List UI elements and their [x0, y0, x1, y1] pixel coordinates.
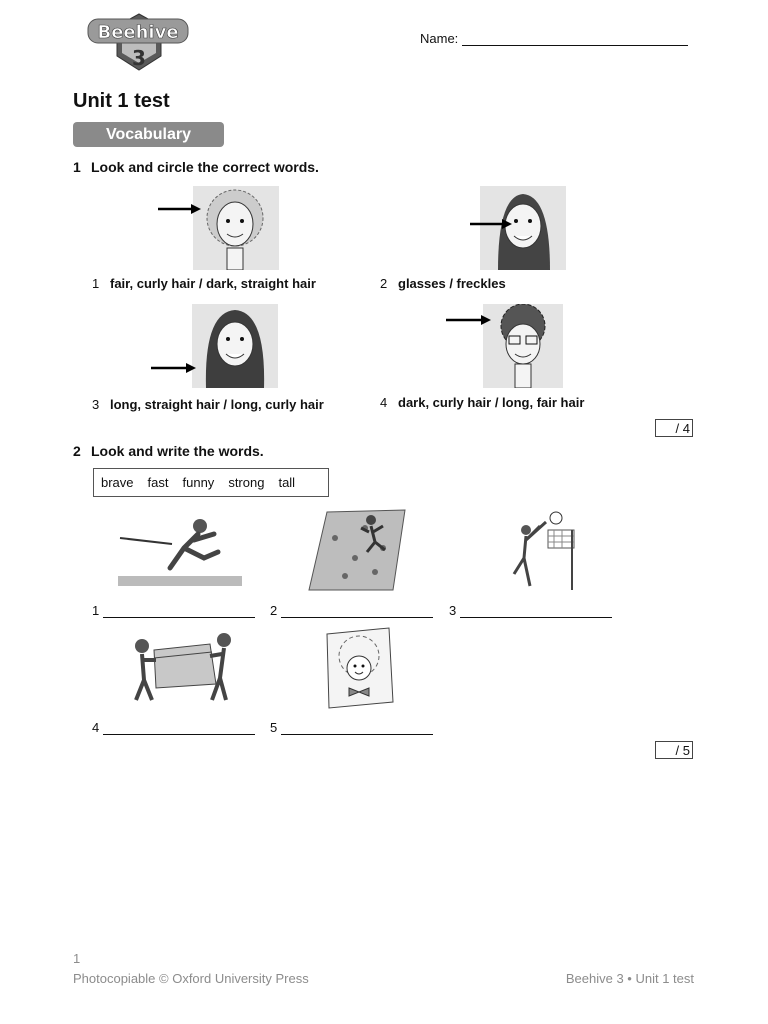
copyright-notice: Photocopiable © Oxford University Press: [73, 971, 309, 986]
exercise-instruction: Look and write the words.: [91, 443, 264, 459]
logo-wordmark: Beehive: [97, 22, 179, 43]
exercise-1-item-4[interactable]: [380, 395, 584, 410]
curly-hair-girl-picture: [155, 186, 279, 270]
answer-number: 1: [92, 603, 100, 618]
exercise-2-score[interactable]: / 5: [655, 741, 693, 759]
answer-4[interactable]: [92, 720, 255, 735]
item-options[interactable]: long, straight hair / long, curly hair: [110, 397, 324, 412]
freckles-girl-picture: [468, 186, 566, 270]
item-options[interactable]: fair, curly hair / dark, straight hair: [110, 276, 316, 291]
book-reference: Beehive 3 • Unit 1 test: [565, 971, 694, 986]
funny-face-drawing-picture: [323, 624, 395, 710]
answer-line[interactable]: [103, 720, 255, 735]
exercise-2-heading: [73, 443, 264, 459]
answer-number: 5: [270, 720, 278, 735]
answer-line[interactable]: [460, 603, 612, 618]
answer-3[interactable]: [449, 603, 612, 618]
answer-number: 4: [92, 720, 100, 735]
answer-line[interactable]: [281, 603, 433, 618]
exercise-1-score[interactable]: / 4: [655, 419, 693, 437]
word-bank-word: strong: [228, 475, 265, 490]
section-badge: Vocabulary: [73, 122, 224, 147]
page-title: Unit 1 test: [73, 90, 170, 112]
running-girl-picture: [118, 512, 242, 588]
curly-hair-boy-picture: [445, 304, 565, 388]
answer-line[interactable]: [103, 603, 255, 618]
logo-level: 3: [132, 46, 146, 70]
name-write-line[interactable]: [462, 31, 688, 46]
word-bank-word: brave: [101, 475, 134, 490]
item-number: 2: [380, 276, 388, 291]
word-bank: [93, 468, 329, 497]
name-label: Name:: [420, 31, 459, 46]
item-number: 3: [92, 397, 100, 412]
exercise-1-item-2[interactable]: [380, 276, 506, 291]
beehive-logo: [86, 10, 192, 74]
answer-2[interactable]: [270, 603, 433, 618]
exercise-1-item-3[interactable]: [92, 397, 324, 412]
name-field[interactable]: [420, 31, 688, 46]
item-number: 4: [380, 395, 388, 410]
word-bank-word: funny: [182, 475, 215, 490]
answer-number: 2: [270, 603, 278, 618]
volleyball-girl-picture: [500, 508, 580, 592]
item-options[interactable]: dark, curly hair / long, fair hair: [398, 395, 585, 410]
answer-number: 3: [449, 603, 457, 618]
exercise-number: 2: [73, 443, 81, 459]
exercise-1-item-1[interactable]: [92, 276, 316, 291]
carrying-box-picture: [126, 624, 238, 706]
word-bank-word: fast: [147, 475, 169, 490]
item-options[interactable]: glasses / freckles: [398, 276, 506, 291]
page-number: 1: [73, 951, 81, 966]
exercise-number: 1: [73, 159, 81, 175]
answer-1[interactable]: [92, 603, 255, 618]
exercise-instruction: Look and circle the correct words.: [91, 159, 319, 175]
long-hair-girl-picture: [148, 304, 278, 388]
answer-5[interactable]: [270, 720, 433, 735]
exercise-1-heading: [73, 159, 319, 175]
answer-line[interactable]: [281, 720, 433, 735]
word-bank-word: tall: [278, 475, 296, 490]
climbing-wall-picture: [305, 508, 417, 592]
item-number: 1: [92, 276, 100, 291]
